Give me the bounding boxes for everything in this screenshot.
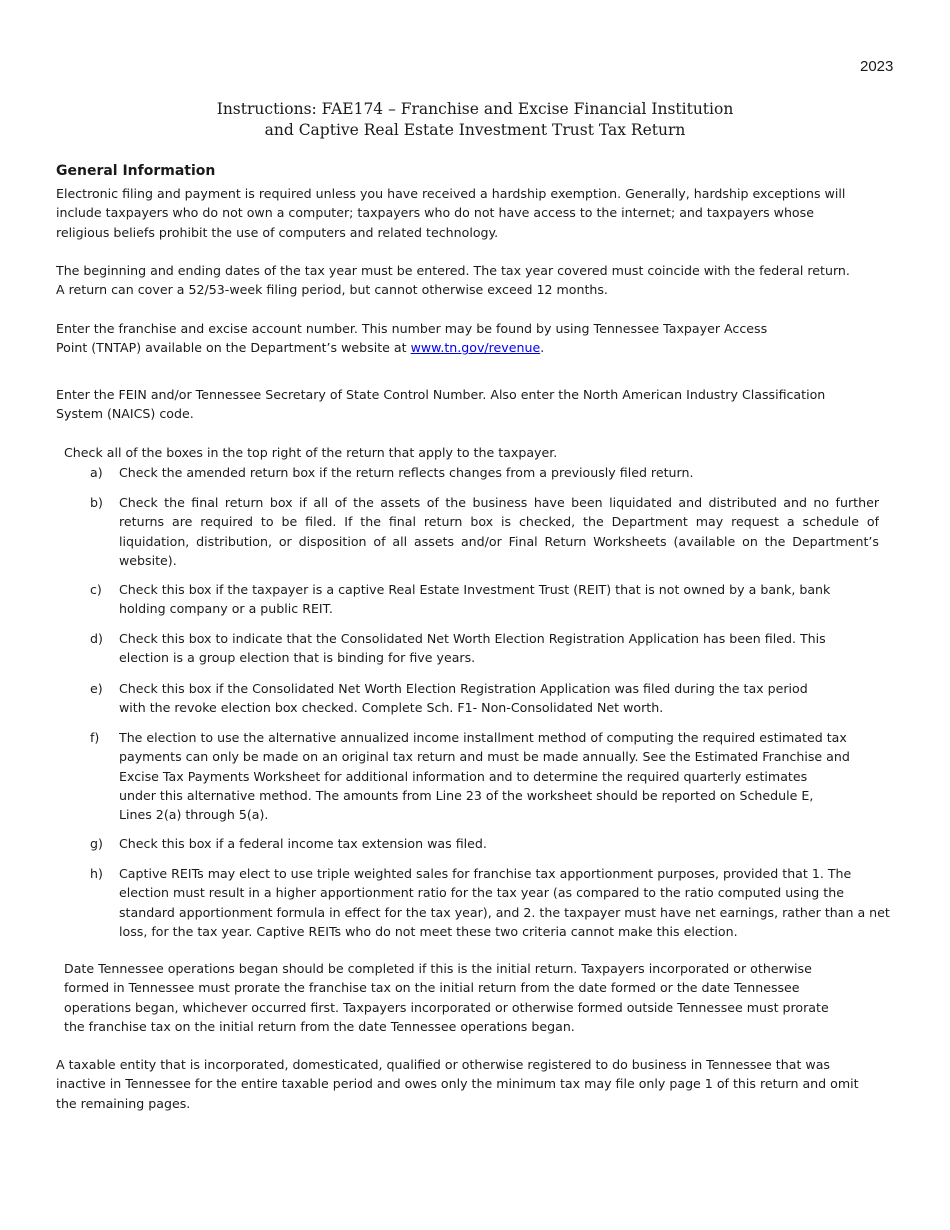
list-item-label: c) bbox=[90, 582, 102, 597]
section-heading: General Information bbox=[56, 163, 216, 179]
text-line: website). bbox=[119, 552, 177, 568]
list-item-text bbox=[119, 864, 888, 941]
text-line: election is a group election that is binding for five years. bbox=[119, 650, 476, 666]
text-line: with the revoke election box checked. Complete Sch. F1- Non-Consolidated Net worth. bbox=[119, 700, 664, 716]
text-line: A taxable entity that is incorporated, domesticated, qualified or otherwise registered to do business in Tennessee that was bbox=[56, 1057, 830, 1072]
text-line: Check this box if the Consolidated Net Worth Election Registration Application was filed during the tax period bbox=[119, 681, 808, 696]
text-line: Date Tennessee operations began should be completed if this is the initial return. Taxpayers incorporated or otherwise bbox=[64, 961, 812, 976]
text-line: Check this box if the taxpayer is a captive Real Estate Investment Trust (REIT) that is not owned by a bank, bank bbox=[119, 582, 831, 597]
text-line: A return can cover a 52/53-week filing period, but cannot otherwise exceed 12 months. bbox=[56, 282, 608, 298]
text-line: Enter the franchise and excise account number. This number may be found by using Tennessee Taxpayer Access bbox=[56, 321, 768, 336]
paragraph-fein bbox=[56, 385, 825, 424]
text-line: Check the final return box if all of the assets of the business have been liquidated and distributed and no further bbox=[119, 495, 879, 510]
paragraph-inactive-entity bbox=[56, 1055, 859, 1113]
page-title bbox=[0, 99, 950, 141]
text-line: Electronic filing and payment is required unless you have received a hardship exemption. Generally, hardship exceptions will bbox=[56, 186, 846, 201]
text-segment: . bbox=[540, 340, 545, 356]
text-line: the franchise tax on the initial return from the date Tennessee operations began. bbox=[64, 1018, 575, 1034]
text-line: Excise Tax Payments Worksheet for additional information and to determine the required quarterly estimates bbox=[119, 768, 808, 784]
text-line: formed in Tennessee must prorate the franchise tax on the initial return from the date formed or the date Tennessee bbox=[64, 980, 800, 996]
list-item-label: h) bbox=[90, 866, 103, 881]
list-item-text bbox=[119, 834, 879, 853]
text-line: loss, for the tax year. Captive REITs who do not meet these two criteria cannot make this election. bbox=[119, 923, 738, 939]
title-line: and Captive Real Estate Investment Trust Tax Return bbox=[264, 121, 686, 139]
text-line: liquidation, distribution, or disposition of all assets and/or Final Return Worksheets (available on the Department’s bbox=[119, 533, 879, 549]
paragraph-electronic-filing bbox=[56, 184, 845, 242]
list-item-label: a) bbox=[90, 465, 103, 480]
text-line: include taxpayers who do not own a computer; taxpayers who do not have access to the internet; and taxpayers whose bbox=[56, 205, 814, 221]
text-line: payments can only be made on an original tax return and must be made annually. See the Estimated Franchise and bbox=[119, 749, 850, 765]
text-segment: Point (TNTAP) available on the Department’s website at bbox=[56, 340, 411, 356]
text-line: The beginning and ending dates of the tax year must be entered. The tax year covered must coincide with the federal return. bbox=[56, 263, 850, 278]
paragraph-account-number bbox=[56, 319, 767, 358]
paragraph-operations-began bbox=[64, 959, 829, 1036]
list-item-text bbox=[119, 728, 879, 824]
text-line: System (NAICS) code. bbox=[56, 406, 194, 422]
tax-year: 2023 bbox=[860, 58, 894, 75]
text-line: religious beliefs prohibit the use of computers and related technology. bbox=[56, 224, 499, 240]
text-line: Check the amended return box if the return reflects changes from a previously filed return. bbox=[119, 465, 694, 480]
title-line: Instructions: FAE174 – Franchise and Excise Financial Institution bbox=[216, 100, 734, 118]
text-line: Captive REITs may elect to use triple weighted sales for franchise tax apportionment purposes, provided that 1. The bbox=[119, 866, 852, 881]
list-item-text bbox=[119, 493, 879, 570]
list-item-label: b) bbox=[90, 495, 103, 510]
text-line: Check all of the boxes in the top right of the return that apply to the taxpayer. bbox=[64, 445, 558, 460]
list-item-label: f) bbox=[90, 730, 100, 745]
text-line: Check this box if a federal income tax extension was filed. bbox=[119, 836, 487, 851]
text-line: The election to use the alternative annualized income installment method of computing the required estimated tax bbox=[119, 730, 847, 745]
list-item-label: d) bbox=[90, 631, 103, 646]
list-item-text bbox=[119, 580, 879, 619]
text-line: returns are required to be filed. If the final return box is checked, the Department may request a schedule of bbox=[119, 514, 879, 530]
text-line: Lines 2(a) through 5(a). bbox=[119, 807, 269, 823]
text-line: election must result in a higher apportionment ratio for the tax year (as compared to the ratio computed using the bbox=[119, 885, 844, 901]
paragraph-tax-year bbox=[56, 261, 850, 300]
list-item-text bbox=[119, 463, 879, 482]
text-line: the remaining pages. bbox=[56, 1095, 191, 1111]
text-line: holding company or a public REIT. bbox=[119, 601, 333, 617]
paragraph-checkboxes-intro bbox=[64, 443, 557, 462]
list-item-label: g) bbox=[90, 836, 103, 851]
text-line bbox=[56, 338, 767, 357]
list-item-text bbox=[119, 629, 879, 668]
text-line: inactive in Tennessee for the entire taxable period and owes only the minimum tax may file only page 1 of this return and omit bbox=[56, 1076, 859, 1092]
list-item-label: e) bbox=[90, 681, 103, 696]
text-line: operations began, whichever occurred first. Taxpayers incorporated or otherwise formed outside Tennessee must prorate bbox=[64, 999, 829, 1015]
text-line: Check this box to indicate that the Consolidated Net Worth Election Registration Application has been filed. This bbox=[119, 631, 826, 646]
text-line: standard apportionment formula in effect for the tax year), and 2. the taxpayer must have net earnings, rather than a net bbox=[119, 904, 890, 920]
text-line: under this alternative method. The amounts from Line 23 of the worksheet should be reported on Schedule E, bbox=[119, 787, 814, 803]
list-item-text bbox=[119, 679, 879, 718]
text-line: Enter the FEIN and/or Tennessee Secretary of State Control Number. Also enter the North American Industry Classification bbox=[56, 387, 826, 402]
revenue-website-link[interactable]: www.tn.gov/revenue bbox=[410, 340, 541, 356]
